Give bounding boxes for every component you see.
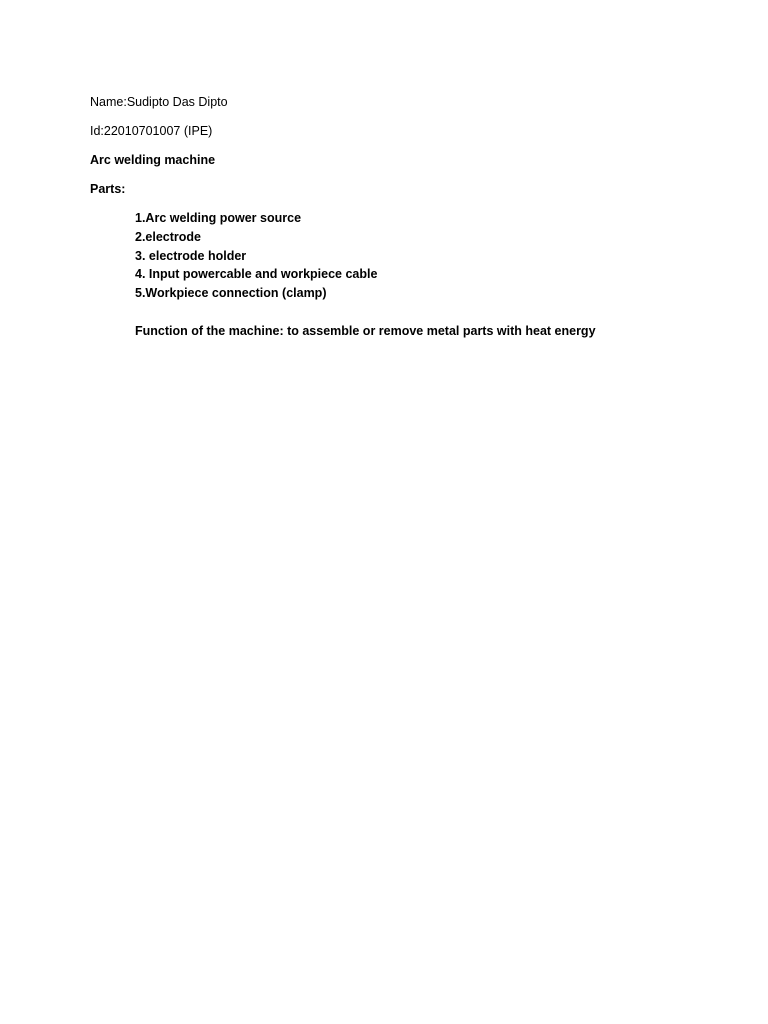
parts-label: Parts: [90,182,126,196]
list-item: 2.electrode [135,229,202,244]
list-item: 5.Workpiece connection (clamp) [135,286,327,300]
list-item: 1.Arc welding power source [135,211,302,225]
list-item: 3. electrode holder [135,248,247,263]
function-description: Function of the machine: to assemble or remove metal parts with heat energy [135,324,596,338]
student-name: Name:Sudipto Das Dipto [90,95,228,109]
document-heading: Arc welding machine [90,153,216,167]
parts-list [135,210,377,304]
list-item: 4. Input powercable and workpiece cable [135,267,378,282]
student-id: Id:22010701007 (IPE) [90,124,213,138]
